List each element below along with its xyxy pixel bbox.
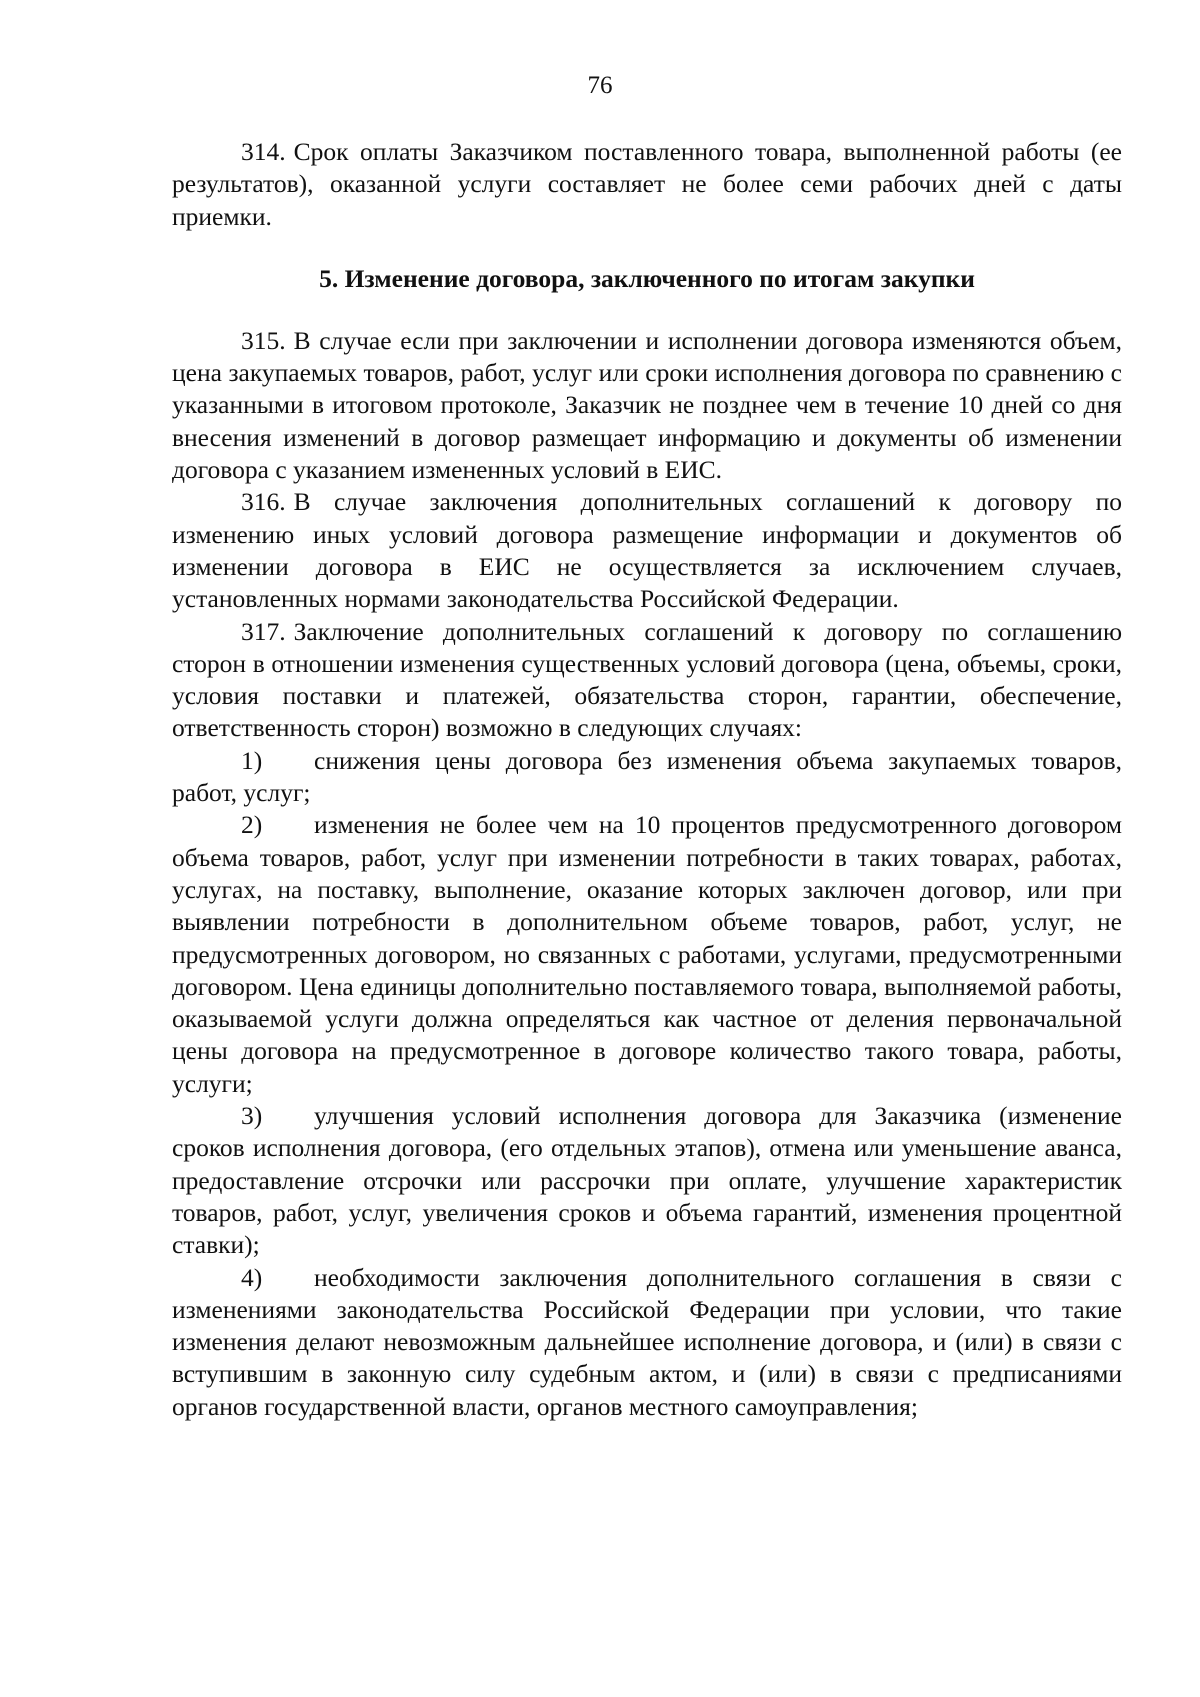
paragraph-number: 317. xyxy=(241,616,286,646)
list-item-2 xyxy=(172,809,1122,1100)
paragraph-317 xyxy=(172,616,1122,745)
list-item-4 xyxy=(172,1262,1122,1423)
paragraph-text: В случае если при заключении и исполнении договора изменяются объем, цена закупаемых товаров, работ, услуг или сроки исполнения договора по сравнению с указанными в итоговом протоколе, Заказчик не позднее чем в течение 10 дней со дня внесения изменений в договор размещает информацию и документы об изменении договора с указанием измененных условий в ЕИС. xyxy=(172,325,1122,485)
paragraph-text: Срок оплаты Заказчиком поставленного товара, выполненной работы (ее результатов), оказанной услуги составляет не более семи рабочих дней с даты приемки. xyxy=(172,137,1122,231)
paragraph-text: Заключение дополнительных соглашений к договору по соглашению сторон в отношении изменения существенных условий договора (цена, объемы, сроки, условия поставки и платежей, обязательства сторон, гарантии, обеспечение, ответственность сторон) возможно в следующих случаях: xyxy=(172,616,1122,743)
list-item-number: 2) xyxy=(241,810,263,840)
paragraph-316 xyxy=(172,486,1122,615)
list-item-3 xyxy=(172,1100,1122,1261)
document-body xyxy=(172,136,1122,1423)
list-item-text: снижения цены договора без изменения объема закупаемых товаров, работ, услуг; xyxy=(172,745,1122,808)
list-item-1 xyxy=(172,745,1122,810)
list-item-number: 3) xyxy=(241,1101,263,1131)
paragraph-314 xyxy=(172,136,1122,233)
paragraph-text: В случае заключения дополнительных соглашений к договору по изменению иных условий договора размещение информации и документов об изменении договора в ЕИС не осуществляется за исключением случаев, установленных нормами законодательства Российской Федерации. xyxy=(172,487,1122,614)
paragraph-number: 314. xyxy=(241,137,286,166)
paragraph-315 xyxy=(172,325,1122,486)
section-heading: 5. Изменение договора, заключенного по итогам закупки xyxy=(319,263,975,293)
paragraph-number: 315. xyxy=(241,325,286,355)
page-number: 76 xyxy=(587,72,613,99)
list-item-text: необходимости заключения дополнительного соглашения в связи с изменениями законодательства Российской Федерации при условии, что такие изменения делают невозможным дальнейшее исполнение договора, и (или) в связи с вступившим в законную силу судебным актом, и (или) в связи с предписаниями органов государственной власти, органов местного самоуправления; xyxy=(172,1262,1122,1421)
list-item-text: улучшения условий исполнения договора для Заказчика (изменение сроков исполнения договора, (его отдельных этапов), отмена или уменьшение аванса, предоставление отсрочки или рассрочки при оплате, улучшение характеристик товаров, работ, услуг, увеличения сроков и объема гарантий, изменения процентной ставки); xyxy=(172,1101,1122,1260)
list-item-number: 4) xyxy=(241,1262,263,1292)
list-item-number: 1) xyxy=(241,745,263,775)
list-item-text: изменения не более чем на 10 процентов предусмотренного договором объема товаров, работ, услуг при изменении потребности в таких товарах, работах, услугах, на поставку, выполнение, оказание которых заключен договор, или при выявлении потребности в дополнительном объеме товаров, работ, услуг, не предусмотренных договором, но связанных с работами, услугами, предусмотренными договором. Цена единицы дополнительно поставляемого товара, выполняемой работы, оказываемой услуги должна определяться как частное от деления первоначальной цены договора на предусмотренное в договоре количество такого товара, работы, услуги; xyxy=(172,810,1122,1098)
paragraph-number: 316. xyxy=(241,487,286,517)
